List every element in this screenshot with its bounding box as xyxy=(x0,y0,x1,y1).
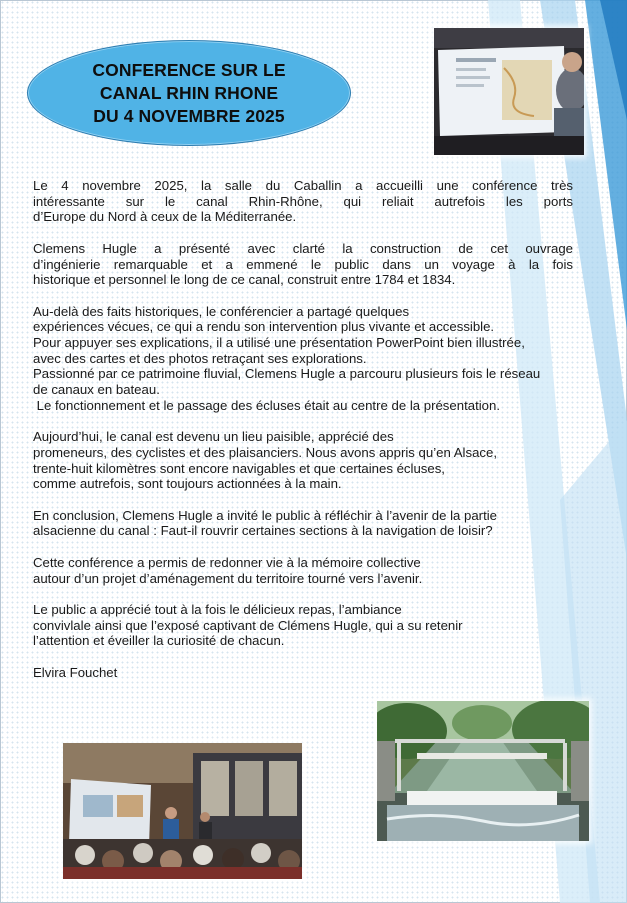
paragraph-conclusion xyxy=(33,508,573,539)
text-line: Le 4 novembre 2025, la salle du Caballin a accueilli une conférence très xyxy=(33,178,573,193)
text-line: Cette conférence a permis de redonner vie à la mémoire collective xyxy=(33,554,421,570)
text-line: En conclusion, Clemens Hugle a invité le public à réfléchir à l’avenir de la partie xyxy=(33,507,498,523)
text-line: comme autrefois, sont toujours actionnées à la main. xyxy=(33,476,342,492)
paragraph-memory xyxy=(33,555,573,586)
text-line: historique et personnel le long de ce canal, construit entre 1784 et 1834. xyxy=(33,272,456,288)
text-line: Pour appuyer ses explications, il a utilisé une présentation PowerPoint bien illustrée, xyxy=(33,335,525,350)
conference-audience-photo xyxy=(63,743,302,879)
paragraph-intro xyxy=(33,178,573,225)
paragraph-audience xyxy=(33,602,573,649)
text-line: d’ingénierie remarquable et a emmené le public dans un voyage à la fois xyxy=(33,256,573,272)
author-name: Elvira Fouchet xyxy=(33,664,118,680)
title-oval xyxy=(27,40,351,146)
text-line: expériences vécues, ce qui a rendu son intervention plus vivante et accessible. xyxy=(33,319,495,335)
text-line: Le public a apprécié tout à la fois le délicieux repas, l’ambiance xyxy=(33,601,402,617)
text-line: Au-delà des faits historiques, le conférencier a partagé quelques xyxy=(33,303,410,319)
title-line-3: DU 4 NOVEMBRE 2025 xyxy=(93,105,285,126)
text-line: d’Europe du Nord à ceux de la Méditerranée. xyxy=(33,209,297,225)
text-line: de canaux en bateau. xyxy=(33,382,160,398)
title-line-1: CONFERENCE SUR LE xyxy=(92,59,286,80)
speaker-presentation-photo xyxy=(434,28,584,155)
text-line: convivlale ainsi que l’exposé captivant de Clémens Hugle, qui a su retenir xyxy=(33,617,463,633)
author-signature xyxy=(33,665,573,681)
canal-lock-photo xyxy=(377,701,589,841)
paragraph-experiences xyxy=(33,304,573,414)
paragraph-presentation xyxy=(33,241,573,288)
text-line: intéressante sur le canal Rhin-Rhône, qui reliait autrefois les ports xyxy=(33,193,573,209)
text-line: Le fonctionnement et le passage des écluses était au centre de la présentation. xyxy=(33,397,500,413)
text-line: Passionné par ce patrimoine fluvial, Clemens Hugle a parcouru plusieurs fois le réseau xyxy=(33,366,541,382)
text-line: l’attention et éveiller la curiosité de chacun. xyxy=(33,633,285,649)
title-line-2: CANAL RHIN RHONE xyxy=(99,82,279,103)
text-line: autour d’un projet d’aménagement du territoire tourné vers l’avenir. xyxy=(33,570,423,586)
paragraph-today xyxy=(33,429,573,492)
text-line: alsacienne du canal : Faut-il rouvrir certaines sections à la navigation de loisir? xyxy=(33,523,493,539)
text-line: avec des cartes et des photos retraçant ses explorations. xyxy=(33,350,367,366)
text-line: trente-huit kilomètres sont encore navigables et que certaines écluses, xyxy=(33,460,445,476)
article-body xyxy=(33,178,573,696)
text-line: Clemens Hugle a présenté avec clarté la construction de cet ouvrage xyxy=(33,240,573,256)
text-line: Aujourd’hui, le canal est devenu un lieu paisible, apprécié des xyxy=(33,429,394,445)
text-line: promeneurs, des cyclistes et des plaisanciers. Nous avons appris qu’en Alsace, xyxy=(33,444,497,460)
